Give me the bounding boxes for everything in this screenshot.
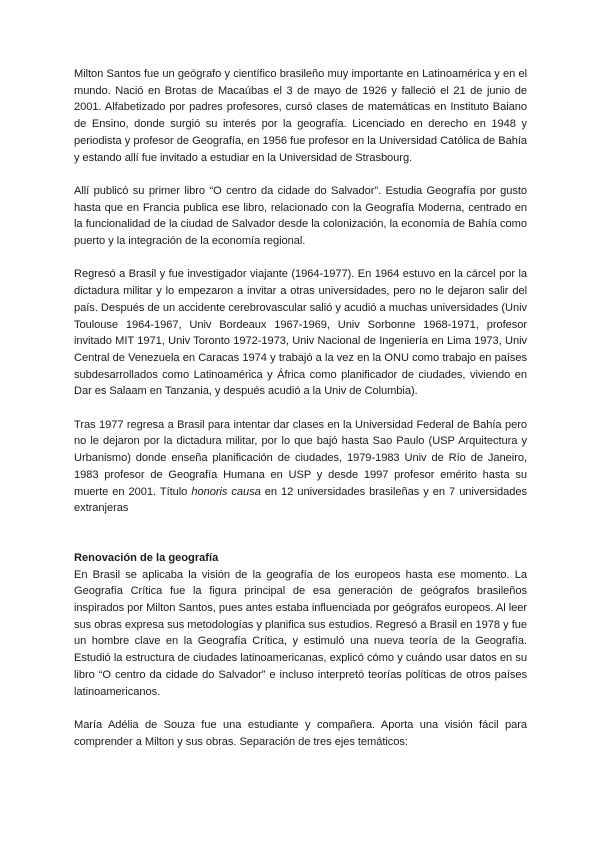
document-page [74,66,527,750]
paragraph-return-text: Tras 1977 regresa a Brasil para intentar dar clases en la Universidad Federal de Bahía pero no le dejaron por la dictadura militar, por lo que bajó hasta Sao Paulo (USP Arquitectura y Urbanismo) donde enseña planificación de ciudades, 1979-1983 Univ de Río de Janeiro, 1983 profesor de Geografía Humana en USP y desde 1997 profesor emérito hasta su muerte en 2001. Título [74,418,527,498]
honoris-causa-italic: honoris causa [191,485,261,498]
section-heading: Renovación de la geografía [74,551,219,564]
paragraph-souza: María Adélia de Souza fue una estudiante y compañera. Aporta una visión fácil para comprender a Milton y sus obras. Separación de tres ejes temáticos: [74,718,527,748]
paragraph-first-book: Allí publicó su primer libro “O centro da cidade do Salvador”. Estudia Geografía por gusto hasta que en Francia publica ese libro, relacionado con la Geografía Moderna, centrado en la funcionalidad de la ciudad de Salvador desde la colonización, la economía de Bahía como puerto y la integración de la economía regional. [74,184,527,248]
paragraph-biography: Milton Santos fue un geógrafo y científico brasileño muy importante en Latinoamérica y en el mundo. Nació en Brotas de Macaúbas el 3 de mayo de 1926 y falleció el 21 de junio de 2001. Alfabetizado por padres profesores, cursó clases de matemáticas en Instituto Baiano de Ensino, donde surgió su interés por la geografía. Licenciado en derecho en 1948 y periodista y profesor de Geografía, en 1956 fue profesor en la Universidad Católica de Bahía y estando allí fue invitado a estudiar en la Universidad de Strasbourg. [74,68,527,164]
paragraph-renovation: En Brasil se aplicaba la visión de la geografía de los europeos hasta ese momento. La Geografía Crítica fue la figura principal de esa generación de geógrafos brasileños inspirados por Milton Santos, pues antes estaba influenciada por geógrafos europeos. Al leer sus obras expresa sus metodologías y planifica sus estudios. Regresó a Brasil en 1978 y fue un hombre clave en la Geografía Crítica, y estimuló una nueva teoría de la Geografía. Estudió la estructura de ciudades latinoamericanas, explicó cómo y cuándo usar datos en su libro “O centro da cidade do Salvador” e incluso interpretó teorías políticas de otros países latinoamericanos. [74,568,527,698]
paragraph-return [74,417,527,517]
paragraph-travels: Regresó a Brasil y fue investigador viajante (1964-1977). En 1964 estuvo en la cárcel por la dictadura militar y lo empezaron a invitar a otras universidades, pero no le dejaron salir del país. Después de un accidente cerebrovascular salió y acudió a muchas universidades (Univ Toulouse 1964-1967, Univ Bordeaux 1967-1969, Univ Sorbonne 1968-1971, profesor invitado MIT 1971, Univ Toronto 1972-1973, Univ Nacional de Ingeniería en Lima 1973, Univ Central de Venezuela en Caracas 1974 y trabajó a la vez en la ONU como trabajo en países subdesarrollados como Latinoamérica y África como planificador de ciudades, viviendo en Dar es Salaam en Tanzania, y después acudió a la Univ de Columbia). [74,268,527,398]
paragraph-return-text-end: en 12 universidades brasileñas y en 7 universidades extranjeras [74,485,527,515]
